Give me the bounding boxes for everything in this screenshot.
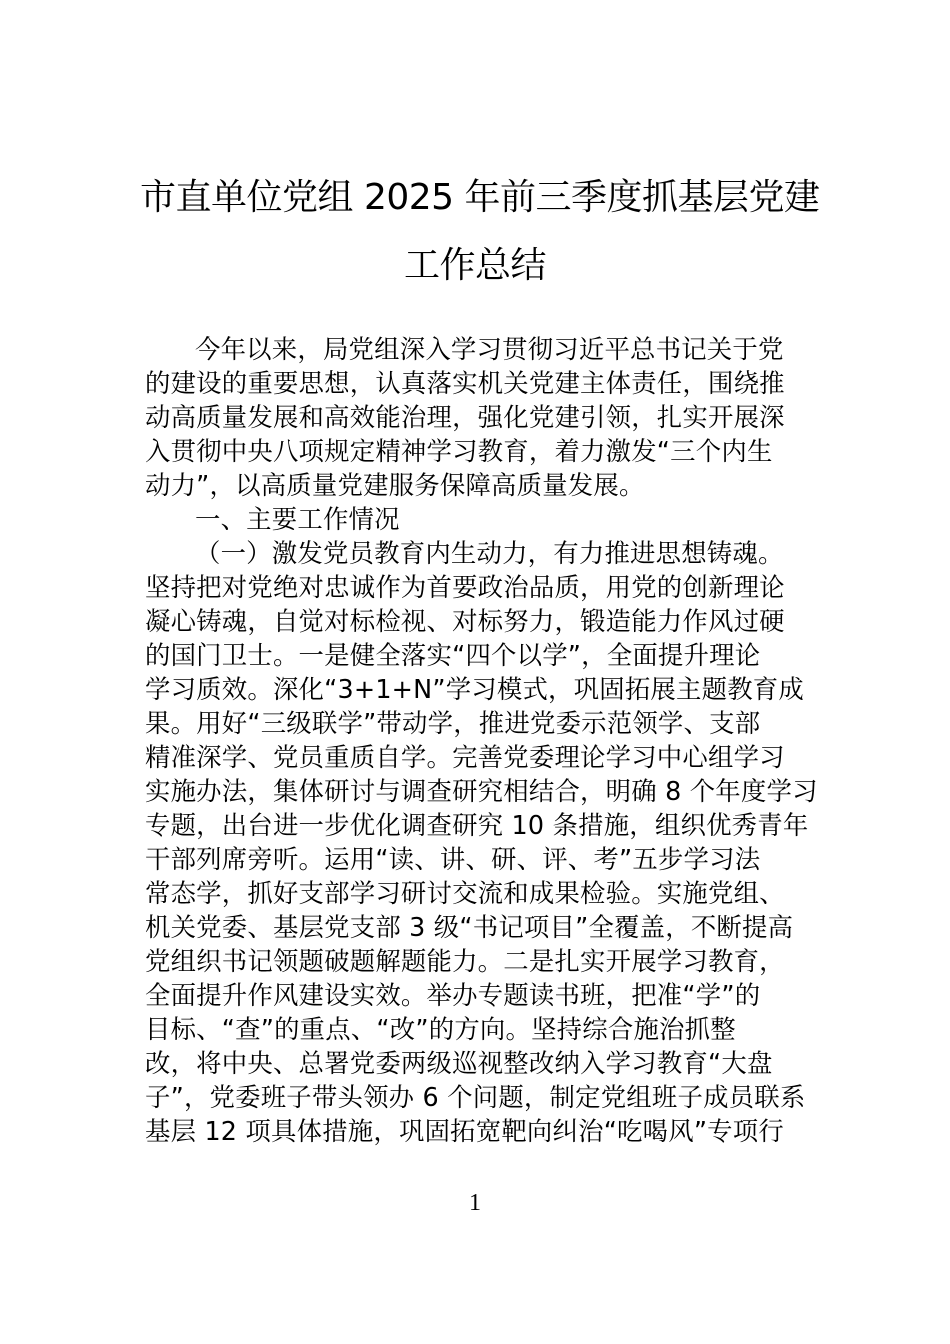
body-line: 改，将中央、总署党委两级巡视整改纳入学习教育“大盘: [145, 1048, 773, 1078]
body-line: 基层 12 项具体措施，巩固拓宽靶向纠治“吃喝风”专项行: [145, 1116, 784, 1146]
body-line: 干部列席旁听。运用“读、讲、研、评、考”五步学习法: [145, 844, 761, 874]
section-heading: 一、主要工作情况: [195, 504, 400, 534]
body-line: 子”，党委班子带头领办 6 个问题，制定党组班子成员联系: [145, 1082, 806, 1112]
body-line: 动力”，以高质量党建服务保障高质量发展。: [145, 470, 645, 500]
body-line: 的国门卫士。一是健全落实“四个以学”，全面提升理论: [145, 640, 761, 670]
document-body: [145, 332, 818, 1148]
body-line: 精准深学、党员重质自学。完善党委理论学习中心组学习: [145, 742, 785, 772]
body-line: 入贯彻中央八项规定精神学习教育，着力激发“三个内生: [145, 436, 773, 466]
body-line: 凝心铸魂，自觉对标检视、对标努力，锻造能力作风过硬: [145, 606, 785, 636]
body-line: 专题，出台进一步优化调查研究 10 条措施，组织优秀青年: [145, 810, 809, 840]
body-line: 学习质效。深化“3+1+N”学习模式，巩固拓展主题教育成: [145, 674, 804, 704]
body-line: 机关党委、基层党支部 3 级“书记项目”全覆盖，不断提高: [145, 912, 794, 942]
subsection-heading: （一）激发党员教育内生动力，有力推进思想铸魂。: [195, 538, 784, 568]
body-line: 目标、“查”的重点、“改”的方向。坚持综合施治抓整: [145, 1014, 736, 1044]
body-line: 的建设的重要思想，认真落实机关党建主体责任，围绕推: [145, 368, 785, 398]
body-line: 动高质量发展和高效能治理，强化党建引领，扎实开展深: [145, 402, 785, 432]
body-line: 果。用好“三级联学”带动学，推进党委示范领学、支部: [145, 708, 761, 738]
body-line: 今年以来，局党组深入学习贯彻习近平总书记关于党: [195, 334, 784, 364]
document-title-line-2: 工作总结: [403, 245, 546, 286]
body-line: 常态学，抓好支部学习研讨交流和成果检验。实施党组、: [145, 878, 785, 908]
body-line: 党组织书记领题破题解题能力。二是扎实开展学习教育，: [145, 946, 785, 976]
document-title-line-1: 市直单位党组 2025 年前三季度抓基层党建: [140, 177, 820, 218]
page-number: 1: [469, 1190, 481, 1216]
body-line: 坚持把对党绝对忠诚作为首要政治品质，用党的创新理论: [145, 572, 785, 602]
body-line: 实施办法，集体研讨与调查研究相结合，明确 8 个年度学习: [145, 776, 818, 806]
body-line: 全面提升作风建设实效。举办专题读书班，把准“学”的: [145, 980, 761, 1010]
